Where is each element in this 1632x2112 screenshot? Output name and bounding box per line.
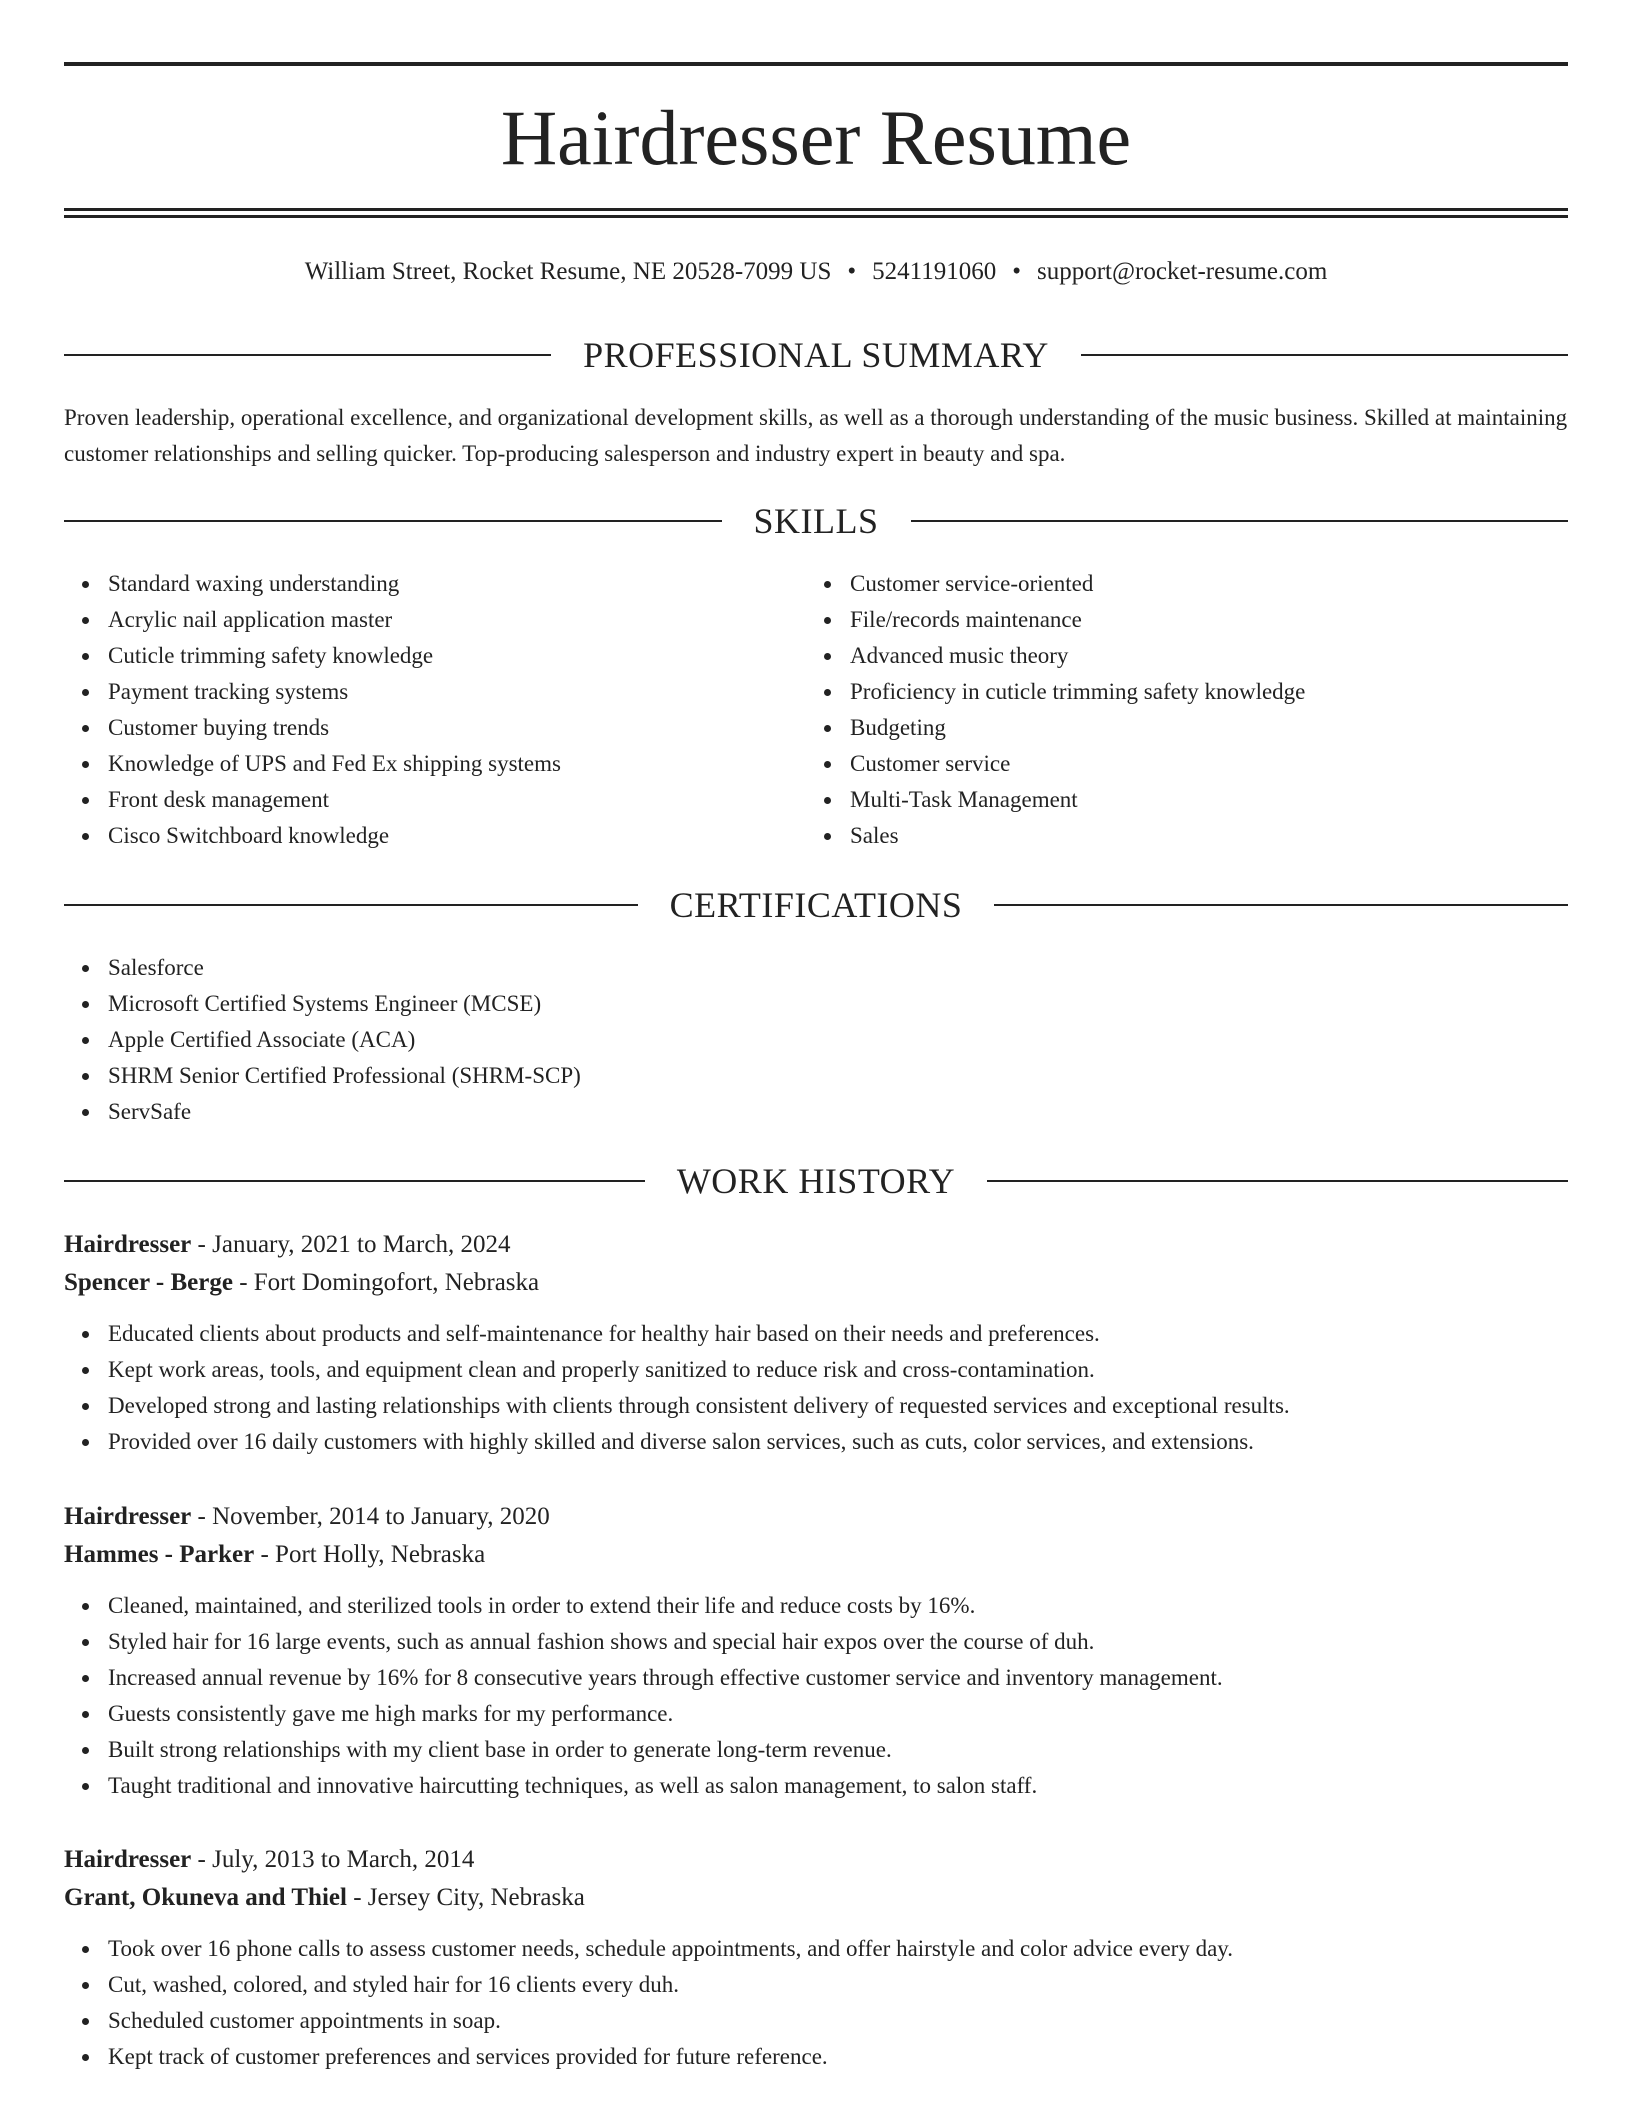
skill-item: Cisco Switchboard knowledge <box>108 818 804 854</box>
contact-separator: • <box>847 258 857 285</box>
certifications-block <box>64 950 964 1130</box>
skill-item: Payment tracking systems <box>108 674 804 710</box>
job-entry <box>64 1498 1568 1804</box>
contact-phone: 5241191060 <box>872 258 997 285</box>
job-bullet-item: Took over 16 phone calls to assess customer needs, schedule appointments, and offer hairstyle and color advice every day. <box>108 1931 1568 1967</box>
job-bullet-item: Developed strong and lasting relationships with clients through consistent delivery of requested services and exceptional results. <box>108 1388 1568 1424</box>
section-title-skills: SKILLS <box>753 501 879 541</box>
skill-item: Front desk management <box>108 782 804 818</box>
job-location: - Jersey City, Nebraska <box>346 1884 585 1911</box>
certification-item: Microsoft Certified Systems Engineer (MCSE) <box>108 986 964 1022</box>
job-company: Hammes - Parker <box>64 1541 255 1568</box>
job-bullet-item: Taught traditional and innovative haircutting techniques, as well as salon management, to salon staff. <box>108 1768 1568 1804</box>
job-company-line <box>64 1536 1568 1574</box>
skill-item: Advanced music theory <box>850 638 1546 674</box>
skills-column-right <box>806 566 1546 854</box>
skill-item: Sales <box>850 818 1546 854</box>
certification-item: ServSafe <box>108 1094 964 1130</box>
skill-item: Knowledge of UPS and Fed Ex shipping systems <box>108 746 804 782</box>
certification-item: Salesforce <box>108 950 964 986</box>
section-title-summary: PROFESSIONAL SUMMARY <box>583 335 1049 375</box>
heading-rule <box>64 1180 645 1182</box>
job-company: Grant, Okuneva and Thiel <box>64 1884 347 1911</box>
heading-rule <box>64 904 638 906</box>
job-bullet-item: Cleaned, maintained, and sterilized tools in order to extend their life and reduce costs by 16%. <box>108 1588 1568 1624</box>
skill-item: Customer service <box>850 746 1546 782</box>
skill-item: File/records maintenance <box>850 602 1546 638</box>
job-title-line <box>64 1498 1568 1536</box>
job-title-line <box>64 1841 1568 1879</box>
job-title: Hairdresser <box>64 1846 192 1873</box>
heading-rule <box>64 354 551 356</box>
section-title-work-history: WORK HISTORY <box>676 1161 956 1201</box>
job-bullet-item: Educated clients about products and self-maintenance for healthy hair based on their needs and preferences. <box>108 1316 1568 1352</box>
job-bullet-item: Built strong relationships with my client base in order to generate long-term revenue. <box>108 1732 1568 1768</box>
job-bullet-item: Scheduled customer appointments in soap. <box>108 2003 1568 2039</box>
job-location: - Port Holly, Nebraska <box>254 1541 486 1568</box>
heading-rule <box>911 520 1569 522</box>
section-title-certifications: CERTIFICATIONS <box>669 885 963 925</box>
professional-summary-text: Proven leadership, operational excellence, and organizational development skills, as well as a thorough understanding of the music business. Skilled at maintaining customer relationships and selling quicker. Top-producing salesperson and industry expert in beauty and spa. <box>64 405 1568 466</box>
job-title-line <box>64 1226 1568 1264</box>
resume-title: Hairdresser Resume <box>500 94 1132 181</box>
job-bullet-item: Cut, washed, colored, and styled hair for 16 clients every duh. <box>108 1967 1568 2003</box>
job-title: Hairdresser <box>64 1503 192 1530</box>
job-dates: - July, 2013 to March, 2014 <box>191 1846 475 1873</box>
skill-item: Standard waxing understanding <box>108 566 804 602</box>
skill-item: Proficiency in cuticle trimming safety knowledge <box>850 674 1546 710</box>
job-bullet-item: Increased annual revenue by 16% for 8 consecutive years through effective customer service and inventory management. <box>108 1660 1568 1696</box>
skill-item: Cuticle trimming safety knowledge <box>108 638 804 674</box>
skill-item: Customer buying trends <box>108 710 804 746</box>
certification-item: Apple Certified Associate (ACA) <box>108 1022 964 1058</box>
heading-rule <box>994 904 1568 906</box>
job-dates: - November, 2014 to January, 2020 <box>191 1503 550 1530</box>
job-bullet-item: Provided over 16 daily customers with highly skilled and diverse salon services, such as cuts, color services, and extensions. <box>108 1424 1568 1460</box>
skills-list-left <box>64 566 804 854</box>
section-heading-skills <box>64 499 1568 543</box>
skill-item: Customer service-oriented <box>850 566 1546 602</box>
skill-item: Budgeting <box>850 710 1546 746</box>
heading-rule <box>64 520 722 522</box>
section-heading-summary <box>64 333 1568 377</box>
contact-line <box>64 255 1568 289</box>
job-bullet-item: Styled hair for 16 large events, such as annual fashion shows and special hair expos over the course of duh. <box>108 1624 1568 1660</box>
job-company-line <box>64 1264 1568 1302</box>
job-entry <box>64 1841 1568 2075</box>
job-company-line <box>64 1879 1568 1917</box>
job-bullets <box>64 1316 1568 1460</box>
job-title: Hairdresser <box>64 1231 192 1258</box>
section-heading-certifications <box>64 883 1568 927</box>
job-entry <box>64 1226 1568 1460</box>
contact-separator: • <box>1012 258 1021 285</box>
skills-column-left <box>64 566 804 854</box>
heading-rule <box>1081 354 1568 356</box>
job-bullet-item: Kept track of customer preferences and services provided for future reference. <box>108 2039 1568 2075</box>
skills-list-right <box>806 566 1546 854</box>
job-bullet-item: Kept work areas, tools, and equipment clean and properly sanitized to reduce risk and cross-contamination. <box>108 1352 1568 1388</box>
certifications-list <box>64 950 964 1130</box>
title-double-rule <box>64 208 1568 218</box>
heading-rule <box>987 1180 1568 1182</box>
contact-address: William Street, Rocket Resume, NE 20528-7099 US <box>304 258 832 285</box>
job-bullet-item: Guests consistently gave me high marks for my performance. <box>108 1696 1568 1732</box>
top-rule <box>64 62 1568 66</box>
skill-item: Acrylic nail application master <box>108 602 804 638</box>
skill-item: Multi-Task Management <box>850 782 1546 818</box>
section-heading-work-history <box>64 1159 1568 1203</box>
job-bullets <box>64 1931 1568 2075</box>
certification-item: SHRM Senior Certified Professional (SHRM-SCP) <box>108 1058 964 1094</box>
job-location: - Fort Domingofort, Nebraska <box>232 1269 540 1296</box>
job-bullets <box>64 1588 1568 1804</box>
contact-email: support@rocket-resume.com <box>1037 258 1328 285</box>
job-company: Spencer - Berge <box>64 1269 233 1296</box>
job-dates: - January, 2021 to March, 2024 <box>191 1231 511 1258</box>
